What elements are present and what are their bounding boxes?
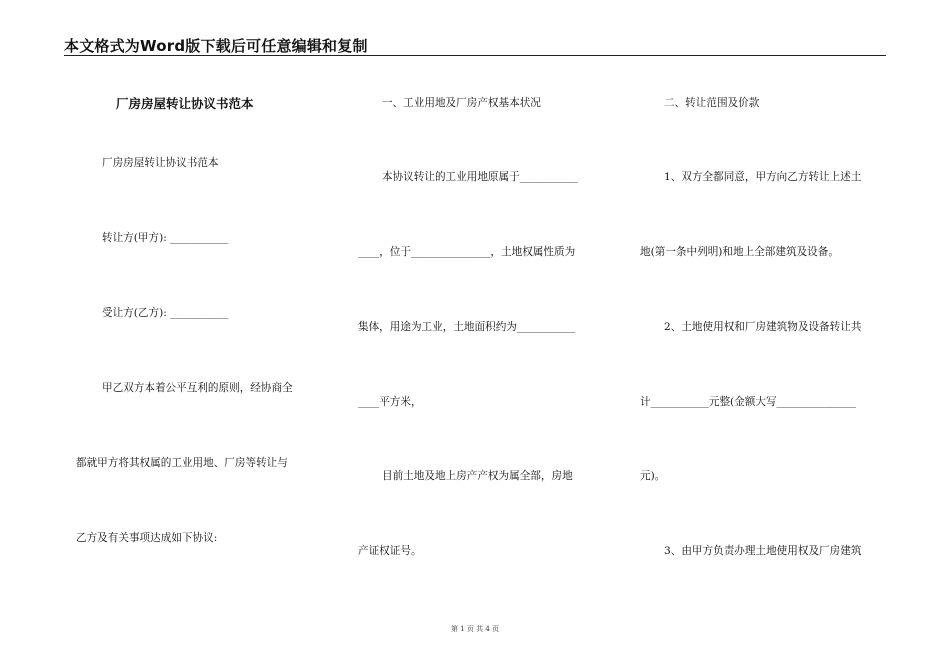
left-line-5: 都就甲方将其权属的工业用地、厂房等转让与 xyxy=(76,457,288,469)
right-line-3: 2、土地使用权和厂房建筑物及设备转让共 xyxy=(664,321,862,333)
middle-heading: 一、工业用地及厂房产权基本状况 xyxy=(382,97,541,109)
left-line-4: 甲乙双方本着公平互利的原则，经协商全 xyxy=(102,382,293,394)
left-line-2: 转让方(甲方): ___________ xyxy=(102,232,229,244)
page-number: 第 1 页 共 4 页 xyxy=(450,625,500,633)
left-line-3: 受让方(乙方): ___________ xyxy=(102,307,229,319)
right-column xyxy=(640,0,950,672)
right-line-4: 计___________元整(金额大写_______________ xyxy=(640,396,857,408)
middle-line-1: 本协议转让的工业用地原属于___________ xyxy=(382,171,578,183)
left-line-6: 乙方及有关事项达成如下协议: xyxy=(76,532,218,544)
right-heading: 二、转让范围及价款 xyxy=(664,97,760,109)
right-line-5: 元)。 xyxy=(640,470,666,482)
left-line-1: 厂房房屋转让协议书范本 xyxy=(102,157,219,169)
middle-line-3: 集体，用途为工业，土地面积约为___________ xyxy=(358,321,576,333)
right-line-2: 地(第一条中列明)和地上全部建筑及设备。 xyxy=(640,246,839,258)
middle-line-6: 产证权证号。 xyxy=(358,545,422,557)
left-column xyxy=(0,0,330,672)
middle-line-4: ____平方米， xyxy=(358,396,422,408)
middle-line-2: ____，位于_______________，土地权属性质为 xyxy=(358,246,576,258)
banner-text: 本文格式为Word版下载后可任意编辑和复制 xyxy=(64,37,368,55)
middle-line-5: 目前土地及地上房产产权为属全部，房地 xyxy=(382,470,573,482)
middle-column xyxy=(330,0,640,672)
document-title: 厂房房屋转让协议书范本 xyxy=(116,96,254,111)
right-line-6: 3、由甲方负责办理土地使用权及厂房建筑 xyxy=(664,545,862,557)
right-line-1: 1、双方全都同意，甲方向乙方转让上述土 xyxy=(664,171,862,183)
